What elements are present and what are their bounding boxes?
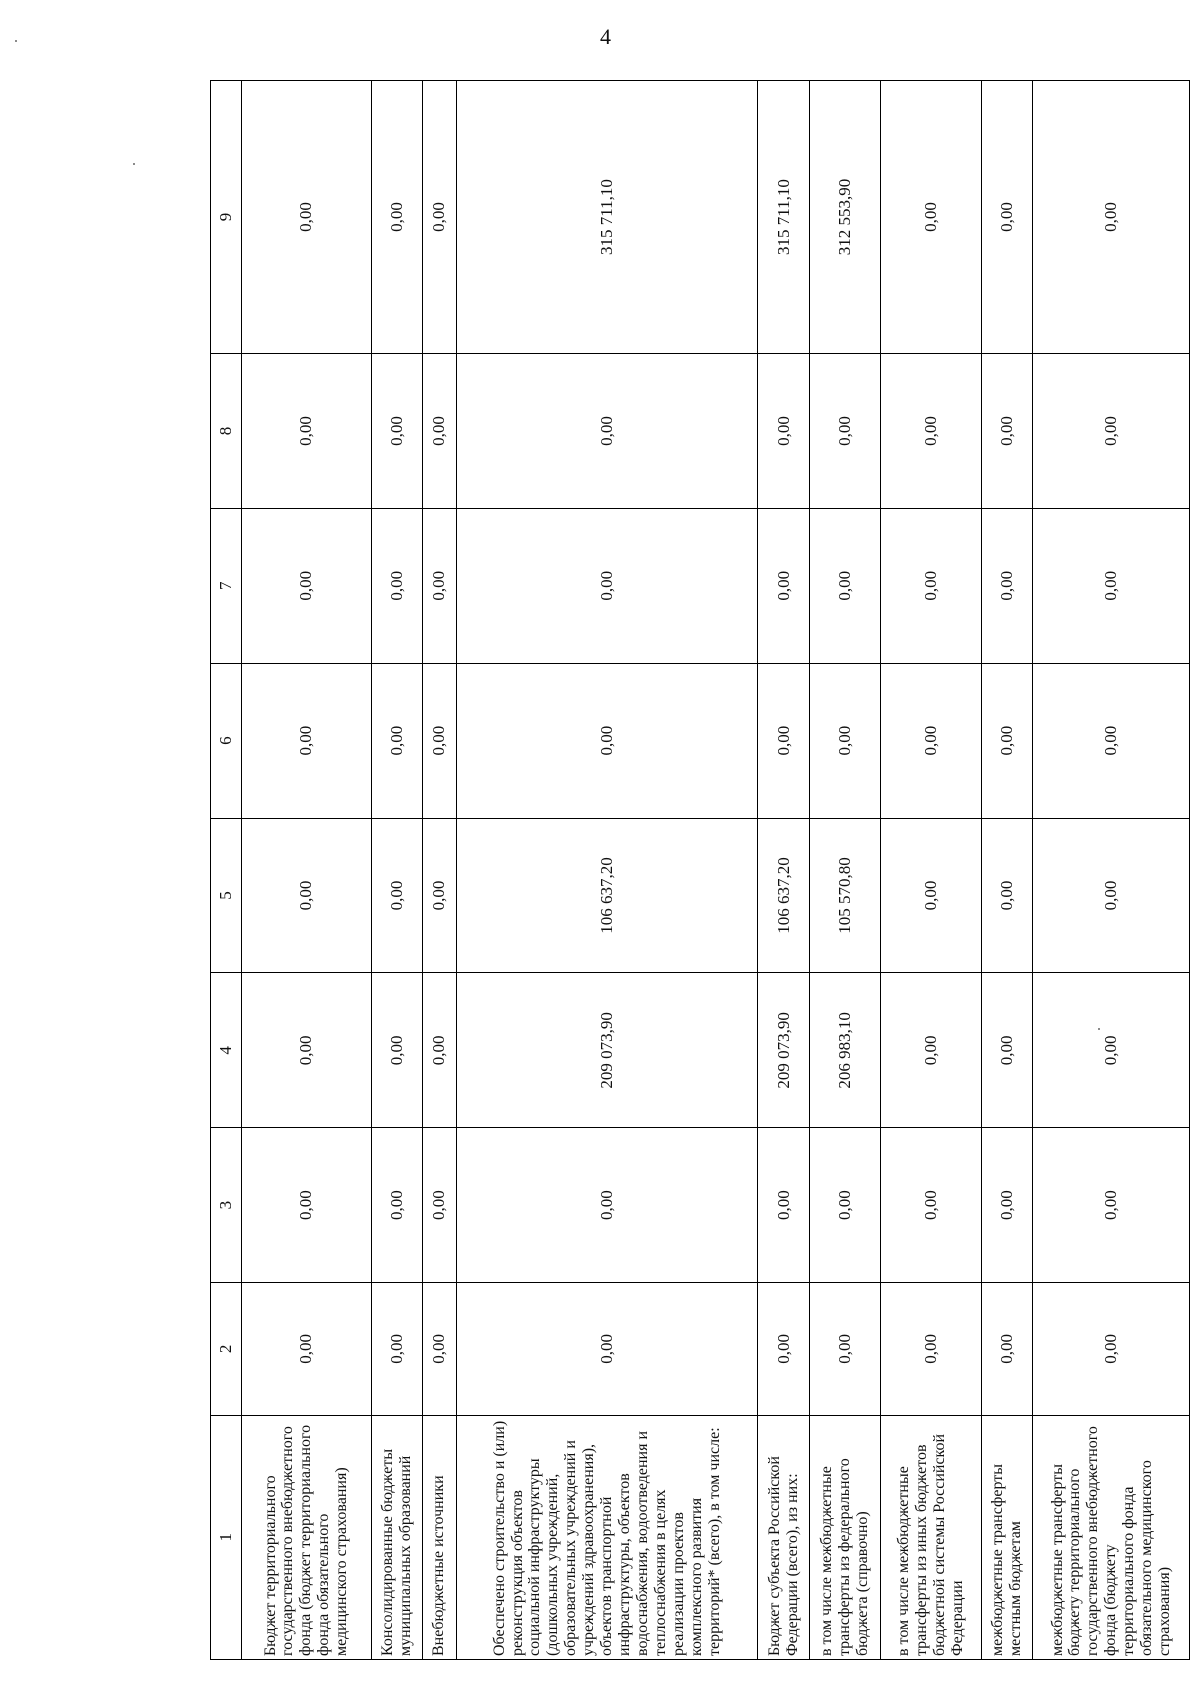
cell-value: 0,00 <box>982 354 1033 509</box>
cell-value: 0,00 <box>758 354 809 509</box>
cell-value: 0,00 <box>423 81 457 354</box>
table-row <box>881 81 982 1660</box>
cell-value: 0,00 <box>881 973 982 1128</box>
cell-value: 0,00 <box>456 354 758 509</box>
scan-speck <box>133 163 135 165</box>
cell-value: 0,00 <box>758 1128 809 1283</box>
row-label: в том числе межбюджетные трансферты из федерального бюджета (справочно) <box>809 1415 881 1659</box>
row-label: Обеспечено строительство и (или) реконструкция объектов социальной инфраструктуры (дошкольных учреждений, образовательных учреждений и учреждений здравоохранения), объектов транспортной инфраструктуры, объектов водоснабжения, водоотведения и теплоснабжения в целях реализации проектов комплексного развития территорий* (всего), в том числе: <box>456 1415 758 1659</box>
cell-value: 0,00 <box>881 81 982 354</box>
table-row <box>982 81 1033 1660</box>
table-row <box>758 81 809 1660</box>
cell-value: 0,00 <box>1033 81 1190 354</box>
cell-value: 0,00 <box>982 1128 1033 1283</box>
cell-value: 0,00 <box>982 973 1033 1128</box>
cell-value: 0,00 <box>371 1283 422 1415</box>
cell-value: 0,00 <box>423 663 457 818</box>
cell-value: 0,00 <box>371 354 422 509</box>
cell-value: 0,00 <box>456 1283 758 1415</box>
table-row <box>371 81 422 1660</box>
cell-value: 0,00 <box>371 973 422 1128</box>
cell-value: 0,00 <box>982 508 1033 663</box>
cell-value: 0,00 <box>1033 508 1190 663</box>
cell-value: 0,00 <box>423 354 457 509</box>
column-header: 2 <box>211 1283 242 1415</box>
table-row <box>809 81 881 1660</box>
cell-value: 106 637,20 <box>758 818 809 973</box>
cell-value: 0,00 <box>242 1128 372 1283</box>
cell-value: 0,00 <box>456 663 758 818</box>
row-label: Внебюджетные источники <box>423 1415 457 1659</box>
cell-value: 206 983,10 <box>809 973 881 1128</box>
cell-value: 0,00 <box>881 508 982 663</box>
cell-value: 0,00 <box>982 81 1033 354</box>
cell-value: 0,00 <box>242 818 372 973</box>
column-header: 8 <box>211 354 242 509</box>
table-row <box>1033 81 1190 1660</box>
cell-value: 209 073,90 <box>758 973 809 1128</box>
column-header: 4 <box>211 973 242 1128</box>
cell-value: 0,00 <box>881 354 982 509</box>
cell-value: 0,00 <box>1033 1128 1190 1283</box>
cell-value: 0,00 <box>242 354 372 509</box>
cell-value: 0,00 <box>423 818 457 973</box>
cell-value: 0,00 <box>242 663 372 818</box>
column-header: 9 <box>211 81 242 354</box>
cell-value: 0,00 <box>1033 818 1190 973</box>
row-label: в том числе межбюджетные трансферты из иных бюджетов бюджетной системы Российской Федерации <box>881 1415 982 1659</box>
column-header: 3 <box>211 1128 242 1283</box>
cell-value: 0,00 <box>423 1283 457 1415</box>
cell-value: 0,00 <box>423 973 457 1128</box>
cell-value: 0,00 <box>371 1128 422 1283</box>
cell-value: 0,00 <box>242 973 372 1128</box>
cell-value: 0,00 <box>1033 1283 1190 1415</box>
row-label: Консолидированные бюджеты муниципальных образований <box>371 1415 422 1659</box>
cell-value: 315 711,10 <box>758 81 809 354</box>
cell-value: 0,00 <box>809 1128 881 1283</box>
cell-value: 0,00 <box>456 508 758 663</box>
cell-value: 0,00 <box>371 663 422 818</box>
cell-value: 0,00 <box>809 354 881 509</box>
cell-value: 0,00 <box>371 818 422 973</box>
cell-value: 0,00 <box>881 1128 982 1283</box>
cell-value: 106 637,20 <box>456 818 758 973</box>
scan-speck <box>1098 1028 1100 1030</box>
cell-value: 0,00 <box>881 1283 982 1415</box>
cell-value: 0,00 <box>881 663 982 818</box>
cell-value: 0,00 <box>456 1128 758 1283</box>
cell-value: 0,00 <box>809 508 881 663</box>
table-row <box>423 81 457 1660</box>
page-number: 4 <box>600 24 611 49</box>
table-header <box>211 81 242 1660</box>
row-label: межбюджетные трансферты бюджету территориального государственного внебюджетного фонда (бюджету территориального фонда обязательного медицинского страхования) <box>1033 1415 1190 1659</box>
cell-value: 105 570,80 <box>809 818 881 973</box>
cell-value: 0,00 <box>242 508 372 663</box>
header-row <box>211 81 242 1660</box>
rotated-table-container <box>210 80 1190 1660</box>
table-row <box>242 81 372 1660</box>
cell-value: 0,00 <box>758 1283 809 1415</box>
cell-value: 0,00 <box>1033 663 1190 818</box>
cell-value: 0,00 <box>423 1128 457 1283</box>
table-body <box>242 81 1190 1660</box>
cell-value: 0,00 <box>242 81 372 354</box>
budget-table <box>210 80 1190 1660</box>
cell-value: 0,00 <box>242 1283 372 1415</box>
cell-value: 0,00 <box>758 508 809 663</box>
cell-value: 209 073,90 <box>456 973 758 1128</box>
cell-value: 0,00 <box>982 818 1033 973</box>
column-header: 6 <box>211 663 242 818</box>
cell-value: 0,00 <box>881 818 982 973</box>
row-label: Бюджет территориального государственного внебюджетного фонда (бюджет территориального фонда обязательного медицинского страхования) <box>242 1415 372 1659</box>
column-header: 7 <box>211 508 242 663</box>
cell-value: 0,00 <box>371 81 422 354</box>
column-header: 5 <box>211 818 242 973</box>
cell-value: 0,00 <box>371 508 422 663</box>
row-label: Бюджет субъекта Российской Федерации (всего), из них: <box>758 1415 809 1659</box>
column-header: 1 <box>211 1415 242 1659</box>
cell-value: 0,00 <box>982 663 1033 818</box>
cell-value: 315 711,10 <box>456 81 758 354</box>
cell-value: 0,00 <box>809 663 881 818</box>
cell-value: 312 553,90 <box>809 81 881 354</box>
cell-value: 0,00 <box>809 1283 881 1415</box>
table-row <box>456 81 758 1660</box>
row-label: межбюджетные трансферты местным бюджетам <box>982 1415 1033 1659</box>
cell-value: 0,00 <box>423 508 457 663</box>
scan-speck <box>15 40 17 42</box>
cell-value: 0,00 <box>758 663 809 818</box>
cell-value: 0,00 <box>1033 973 1190 1128</box>
cell-value: 0,00 <box>982 1283 1033 1415</box>
cell-value: 0,00 <box>1033 354 1190 509</box>
